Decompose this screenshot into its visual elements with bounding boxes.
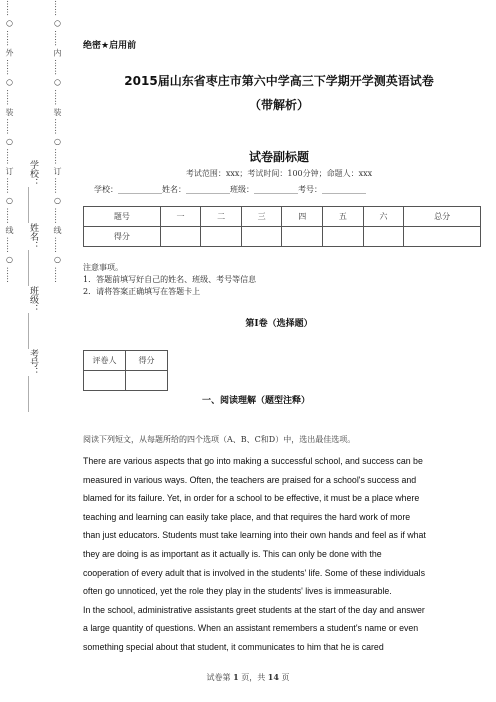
secret-label: 绝密★启用前 <box>83 41 137 51</box>
score-cell <box>323 227 364 247</box>
instruction: 阅读下列短文，从每题所给的四个选项（A、B、C和D）中，选出最佳选项。 <box>83 435 356 444</box>
passage-paragraph: There are various aspects that go into making a successful school, and success can be measured in various ways. Often, the teachers are praised for a school's success and blamed for its failure. Yet, in order for a school to be effective, it must be a place where teaching and learning can easily take place, and that requires the hard work of more than just educators. Students must take learning into their own hands and feel as if what they are doing is as important as it actually is. This can only be done with the cooperation of every adult that is involved in the students' life. Some of these individuals often go unnoticed, yet the role they play in the students' lives is immeasurable. <box>83 456 426 597</box>
score-table-row <box>84 227 481 247</box>
reviewer-cell <box>126 371 168 391</box>
notes-item: 2．请将答案正确填写在答题卡上 <box>83 287 201 296</box>
exam-subtitle: 试卷副标题 <box>248 150 309 164</box>
reading-passage <box>83 452 428 657</box>
reviewer-table <box>83 350 168 391</box>
score-row-label: 得分 <box>84 227 161 247</box>
page-total: 14 <box>267 672 279 682</box>
score-header-cell: 六 <box>363 207 404 227</box>
exam-title-suffix: （带解析） <box>248 98 309 112</box>
score-cell <box>160 227 201 247</box>
exam-info: 考试范围：xxx；考试时间：100分钟；命题人：xxx <box>185 169 373 178</box>
reviewer-header-cell: 得分 <box>126 351 168 371</box>
score-cell <box>241 227 282 247</box>
notes-heading: 注意事项。 <box>83 263 123 272</box>
reviewer-header-cell: 评卷人 <box>84 351 126 371</box>
inner-binding-line: …… ○ …… 内 …… ○ …… 装 …… ○ …… 订 …… ○ …… 线 …… ○ …… <box>53 0 62 283</box>
score-cell <box>404 227 481 247</box>
score-header-cell: 四 <box>282 207 323 227</box>
outer-binding-line: …… ○ …… 外 …… ○ …… 装 …… ○ …… 订 …… ○ …… 线 …… ○ …… <box>5 0 14 283</box>
reviewer-cell <box>84 371 126 391</box>
section-title: 第I卷（选择题） <box>245 319 313 329</box>
passage-paragraph: In the school, administrative assistants greet students at the start of the day and answer a large quantity of questions. When an assistant remembers a student's name or even something special about that student, it communicates to him that he is cared <box>83 604 425 652</box>
score-cell <box>201 227 242 247</box>
score-table-header-row <box>84 207 481 227</box>
score-header-cell: 二 <box>201 207 242 227</box>
student-fields: 学校：___________姓名：___________班级：___________考号：___________ <box>94 185 366 194</box>
score-cell <box>282 227 323 247</box>
notes <box>83 262 256 298</box>
student-info-binding: 学校：________姓名：________班级：________考号：________ <box>28 160 38 412</box>
score-cell <box>363 227 404 247</box>
notes-item: 1．答题前填写好自己的姓名、班级、考号等信息 <box>83 275 257 284</box>
exam-title: 2015届山东省枣庄市第六中学高三下学期开学测英语试卷 <box>124 74 434 88</box>
page-number: 1 <box>233 672 239 682</box>
part-title: 一、阅读理解（题型注释） <box>202 396 311 406</box>
score-header-cell: 总分 <box>404 207 481 227</box>
score-header-cell: 题号 <box>84 207 161 227</box>
score-header-cell: 一 <box>160 207 201 227</box>
page-footer: 试卷第 1 页，共 14 页 <box>206 672 290 682</box>
score-header-cell: 五 <box>323 207 364 227</box>
score-header-cell: 三 <box>241 207 282 227</box>
score-table <box>83 206 481 247</box>
